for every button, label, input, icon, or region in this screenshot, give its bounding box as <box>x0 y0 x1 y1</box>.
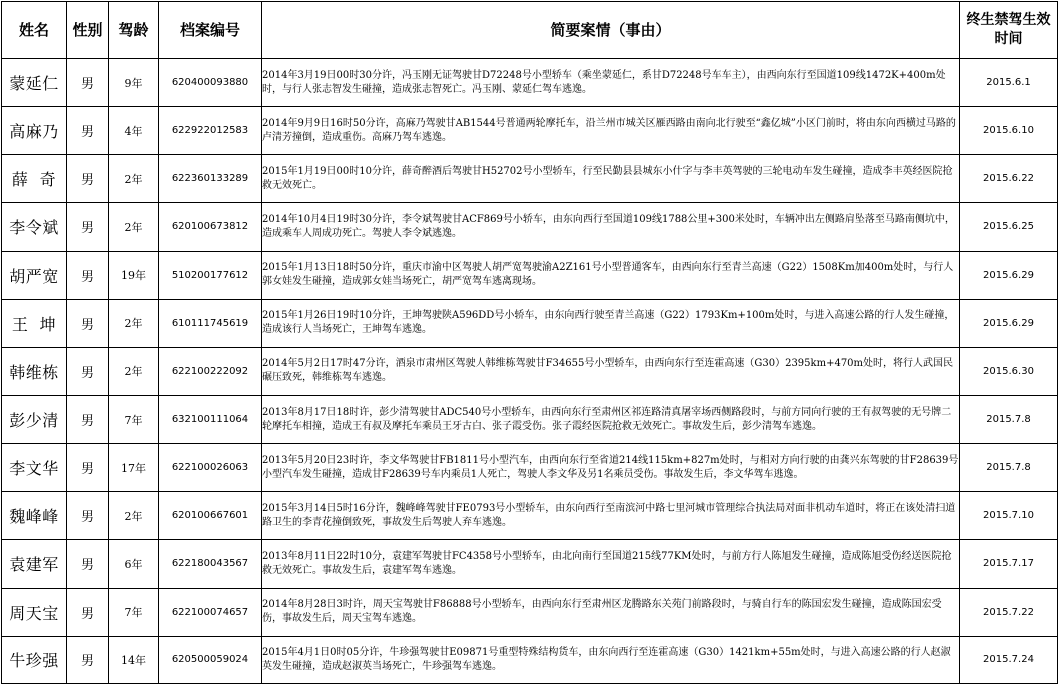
cell-driving-age: 2年 <box>109 492 159 540</box>
cell-file-no: 622100026063 <box>159 444 262 492</box>
cell-summary: 2015年1月13日18时50分许，重庆市渝中区驾驶人胡严宽驾驶渝A2Z161号小型普通客车，由西向东行至青兰高速（G22）1508Km加400m处时，与行人郭女娃发生碰撞，造成郭女娃当场死亡，胡严宽驾车逃离现场。 <box>262 251 960 299</box>
cell-ban-effective: 2015.6.29 <box>960 299 1058 347</box>
cell-file-no: 622180043567 <box>159 540 262 588</box>
cell-driving-age: 6年 <box>109 540 159 588</box>
cell-name: 周天宝 <box>2 588 67 636</box>
cell-gender: 男 <box>67 155 109 203</box>
cell-gender: 男 <box>67 347 109 395</box>
cell-name: 胡严宽 <box>2 251 67 299</box>
cell-summary: 2014年3月19日00时30分许，冯玉刚无证驾驶甘D72248号小型轿车（乘坐蒙延仁，系甘D72248号车车主），由西向东行至国道109线1472K+400m处时，与行人张志智发生碰撞，造成张志智死亡。冯玉刚、蒙延仁驾车逃逸。 <box>262 59 960 107</box>
table-row <box>2 203 1058 251</box>
table-row <box>2 444 1058 492</box>
cell-gender: 男 <box>67 492 109 540</box>
cell-driving-age: 19年 <box>109 251 159 299</box>
cell-ban-effective: 2015.7.8 <box>960 395 1058 443</box>
cell-file-no: 622922012583 <box>159 107 262 155</box>
cell-gender: 男 <box>67 588 109 636</box>
cell-ban-effective: 2015.7.8 <box>960 444 1058 492</box>
cell-driving-age: 14年 <box>109 636 159 683</box>
cell-gender: 男 <box>67 299 109 347</box>
cell-summary: 2014年8月28日3时许，周天宝驾驶甘F86888号小型轿车，由西向东行至肃州区龙腾路东关苑门前路段时，与骑自行车的陈国宏发生碰撞，造成陈国宏受伤，事故发生后，周天宝驾车逃逸。 <box>262 588 960 636</box>
cell-ban-effective: 2015.7.10 <box>960 492 1058 540</box>
cell-ban-effective: 2015.6.29 <box>960 251 1058 299</box>
cell-gender: 男 <box>67 395 109 443</box>
cell-name: 袁建军 <box>2 540 67 588</box>
cell-ban-effective: 2015.7.17 <box>960 540 1058 588</box>
cell-file-no: 622100222092 <box>159 347 262 395</box>
cell-summary: 2015年4月1日0时05分许，牛珍强驾驶甘E09871号重型特殊结构货车，由东向西行至连霍高速（G30）1421km+55m处时，与进入高速公路的行人赵淑英发生碰撞，造成赵淑英当场死亡，牛珍强驾车逃逸。 <box>262 636 960 683</box>
cell-summary: 2015年1月19日00时10分许，薛奇醉酒后驾驶甘H52702号小型轿车，行至民勤县县城东小什字与李丰英驾驶的三轮电动车发生碰撞，造成李丰英经医院抢救无效死亡。 <box>262 155 960 203</box>
header-driving-age: 驾龄 <box>109 2 159 59</box>
header-name: 姓名 <box>2 2 67 59</box>
cell-driving-age: 17年 <box>109 444 159 492</box>
cell-driving-age: 2年 <box>109 299 159 347</box>
cell-driving-age: 2年 <box>109 347 159 395</box>
cell-ban-effective: 2015.6.10 <box>960 107 1058 155</box>
table-row <box>2 155 1058 203</box>
header-file-no: 档案编号 <box>159 2 262 59</box>
table-row <box>2 347 1058 395</box>
cell-name: 李文华 <box>2 444 67 492</box>
cell-file-no: 610111745619 <box>159 299 262 347</box>
table-row <box>2 588 1058 636</box>
cell-file-no: 620500059024 <box>159 636 262 683</box>
cell-name: 薛 奇 <box>2 155 67 203</box>
table-row <box>2 299 1058 347</box>
table-header-row <box>2 2 1058 59</box>
table-row <box>2 395 1058 443</box>
cell-name: 王 坤 <box>2 299 67 347</box>
cell-ban-effective: 2015.6.1 <box>960 59 1058 107</box>
cell-summary: 2014年5月2日17时47分许，酒泉市肃州区驾驶人韩维栋驾驶甘F34655号小型轿车，由西向东行至连霍高速（G30）2395km+470m处时，将行人武国民碾压致死，韩维栋驾车逃逸。 <box>262 347 960 395</box>
header-gender: 性别 <box>67 2 109 59</box>
cell-summary: 2013年5月20日23时许，李文华驾驶甘FB1811号小型汽车，由西向东行至省道214线115km+827m处时，与相对方向行驶的由龚兴东驾驶的甘F28639号小型汽车发生碰撞，造成甘F28639号车内乘员1人死亡，驾驶人李文华及另1名乘员受伤。事故发生后，李文华驾车逃逸。 <box>262 444 960 492</box>
cell-gender: 男 <box>67 540 109 588</box>
cell-file-no: 632100111064 <box>159 395 262 443</box>
cell-ban-effective: 2015.7.24 <box>960 636 1058 683</box>
cell-file-no: 620100667601 <box>159 492 262 540</box>
cell-name: 韩维栋 <box>2 347 67 395</box>
cell-file-no: 622100074657 <box>159 588 262 636</box>
cell-file-no: 510200177612 <box>159 251 262 299</box>
table-row <box>2 251 1058 299</box>
cell-ban-effective: 2015.7.22 <box>960 588 1058 636</box>
cell-file-no: 620400093880 <box>159 59 262 107</box>
cell-driving-age: 7年 <box>109 395 159 443</box>
cell-driving-age: 2年 <box>109 203 159 251</box>
cell-gender: 男 <box>67 59 109 107</box>
cell-gender: 男 <box>67 251 109 299</box>
table-row <box>2 540 1058 588</box>
cell-name: 李令斌 <box>2 203 67 251</box>
cell-name: 蒙延仁 <box>2 59 67 107</box>
cell-summary: 2014年10月4日19时30分许，李令斌驾驶甘ACF869号小轿车，由东向西行至国道109线1788公里+300米处时，车辆冲出左侧路肩坠落至马路南侧坑中，造成乘车人周成功死亡。驾驶人李令斌逃逸。 <box>262 203 960 251</box>
table-row <box>2 492 1058 540</box>
cell-driving-age: 2年 <box>109 155 159 203</box>
header-ban-effective: 终生禁驾生效时间 <box>960 2 1058 59</box>
table-row <box>2 636 1058 683</box>
table-row <box>2 107 1058 155</box>
cell-file-no: 620100673812 <box>159 203 262 251</box>
cell-gender: 男 <box>67 107 109 155</box>
cell-gender: 男 <box>67 444 109 492</box>
cell-name: 彭少清 <box>2 395 67 443</box>
driver-ban-table <box>1 1 1058 684</box>
table-body <box>2 59 1058 684</box>
table-row <box>2 59 1058 107</box>
header-summary: 简要案情（事由） <box>262 2 960 59</box>
cell-name: 牛珍强 <box>2 636 67 683</box>
cell-driving-age: 9年 <box>109 59 159 107</box>
cell-summary: 2015年3月14日5时16分许，魏峰峰驾驶甘FE0793号小型轿车，由东向西行至南滨河中路七里河城市管理综合执法局对面非机动车道时，将正在该处清扫道路卫生的李青花撞倒致死，事故发生后驾驶人弃车逃逸。 <box>262 492 960 540</box>
cell-ban-effective: 2015.6.30 <box>960 347 1058 395</box>
cell-driving-age: 7年 <box>109 588 159 636</box>
cell-summary: 2013年8月11日22时10分，袁建军驾驶甘FC4358号小型轿车，由北向南行至国道215线77KM处时，与前方行人陈旭发生碰撞，造成陈旭受伤经送医院抢救无效死亡。事故发生后，袁建军驾车逃逸。 <box>262 540 960 588</box>
cell-summary: 2013年8月17日18时许，彭少清驾驶甘ADC540号小型轿车，由西向东行至肃州区祁连路清真屠宰场西侧路段时，与前方同向行驶的王有叔驾驶的无号牌二轮摩托车相撞，造成王有叔及摩托车乘员王牙古白、张子霞受伤。张子霞经医院抢救无效死亡。事故发生后，彭少清驾车逃逸。 <box>262 395 960 443</box>
cell-name: 魏峰峰 <box>2 492 67 540</box>
cell-ban-effective: 2015.6.25 <box>960 203 1058 251</box>
cell-file-no: 622360133289 <box>159 155 262 203</box>
cell-name: 高麻乃 <box>2 107 67 155</box>
cell-gender: 男 <box>67 203 109 251</box>
cell-gender: 男 <box>67 636 109 683</box>
cell-ban-effective: 2015.6.22 <box>960 155 1058 203</box>
cell-summary: 2014年9月9日16时50分许，高麻乃驾驶甘AB1544号普通两轮摩托车，沿兰州市城关区雁西路由南向北行驶至“鑫亿城”小区门前时，将由东向西横过马路的卢清芳撞倒，造成重伤。高麻乃驾车逃逸。 <box>262 107 960 155</box>
cell-summary: 2015年1月26日19时10分许，王坤驾驶陕A596DD号小轿车，由东向西行驶至青兰高速（G22）1793Km+100m处时，与进入高速公路的行人发生碰撞，造成该行人当场死亡，王坤驾车逃逸。 <box>262 299 960 347</box>
cell-driving-age: 4年 <box>109 107 159 155</box>
